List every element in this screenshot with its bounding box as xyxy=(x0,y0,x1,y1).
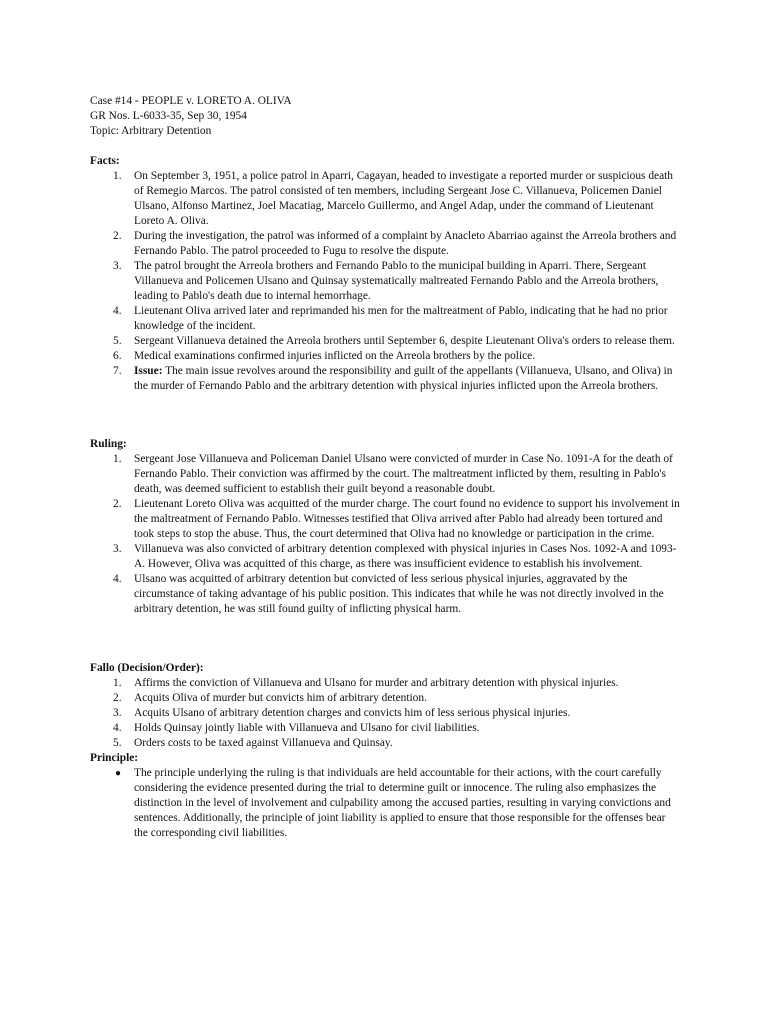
item-text: The patrol brought the Arreola brothers and Fernando Pablo to the municipal building in Aparri. There, Sergeant Villanueva and Policemen Ulsano and Quinsay systematically maltreated Fernando Pablo and the Arreola brothers, leading to Pablo's death due to internal hemorrhage. xyxy=(134,260,659,302)
item-text: Ulsano was acquitted of arbitrary detention but convicted of less serious physical injuries, aggravated by the circumstance of taking advantage of his public position. This indicates that while he was not directly involved in the arbitrary detention, he was still found guilty of inflicting physical harm. xyxy=(134,573,664,615)
ruling-heading: Ruling: xyxy=(90,438,127,450)
item-text: On September 3, 1951, a police patrol in Aparri, Cagayan, headed to investigate a reported murder or suspicious death of Remegio Marcos. The patrol consisted of ten members, including Sergeant Jose C. Villanueva, Policemen Daniel Ulsano, Alfonso Martinez, Joel Macatiag, Marcelo Guillermo, and Angel Adap, under the command of Lieutenant Loreto A. Oliva. xyxy=(134,170,673,227)
list-item xyxy=(90,676,680,691)
ruling-list xyxy=(90,452,690,617)
list-item xyxy=(90,497,680,542)
list-item xyxy=(90,334,680,349)
list-item xyxy=(90,691,680,706)
principle-list xyxy=(90,766,690,841)
case-header xyxy=(90,94,292,139)
item-number: 7. xyxy=(113,365,122,377)
list-item xyxy=(90,542,680,572)
item-text: During the investigation, the patrol was informed of a complaint by Anacleto Abarriao against the Arreola brothers and Fernando Pablo. The patrol proceeded to Fugu to resolve the dispute. xyxy=(134,230,677,257)
list-item xyxy=(90,349,680,364)
item-text: Orders costs to be taxed against Villanueva and Quinsay. xyxy=(134,737,393,749)
list-item xyxy=(90,706,680,721)
list-item xyxy=(90,766,680,841)
item-text: Villanueva was also convicted of arbitrary detention complexed with physical injuries in Cases Nos. 1092-A and 1093-A. However, Oliva was acquitted of this charge, as there was insufficient evidence to establish his involvement. xyxy=(134,543,677,570)
item-text: Lieutenant Loreto Oliva was acquitted of the murder charge. The court found no evidence to support his involvement in the maltreatment of Fernando Pablo. Witnesses testified that Oliva arrived after Pablo had already been tortured and took steps to stop the abuse. Thus, the court determined that Oliva had no knowledge or participation in the crime. xyxy=(134,498,680,540)
list-item xyxy=(90,304,680,334)
case-title: Case #14 - PEOPLE v. LORETO A. OLIVA xyxy=(90,95,292,107)
item-number: 4. xyxy=(113,722,122,734)
item-number: 1. xyxy=(113,453,122,465)
item-number: 3. xyxy=(113,543,122,555)
item-number: 2. xyxy=(113,230,122,242)
item-text: Sergeant Jose Villanueva and Policeman Daniel Ulsano were convicted of murder in Case No. 1091-A for the death of Fernando Pablo. Their conviction was affirmed by the court. The maltreatment inflicted by them, resulting in Pablo's death, was deemed sufficient to establish their guilt beyond a reasonable doubt. xyxy=(134,453,673,495)
item-number: 2. xyxy=(113,498,122,510)
item-text: The main issue revolves around the responsibility and guilt of the appellants (Villanueva, Ulsano, and Oliva) in the murder of Fernando Pablo and the arbitrary detention with physical injuries inflicted upon the Arreola brothers. xyxy=(134,365,673,392)
item-text: Medical examinations confirmed injuries inflicted on the Arreola brothers by the police. xyxy=(134,350,536,362)
facts-heading: Facts: xyxy=(90,155,120,167)
list-item xyxy=(90,364,680,394)
item-text: The principle underlying the ruling is that individuals are held accountable for their actions, with the court carefully considering the evidence presented during the trial to determine guilt or innocence. The ruling also emphasizes the distinction in the level of involvement and culpability among the accused parties, resulting in varying convictions and sentences. Additionally, the principle of joint liability is applied to ensure that those responsible for the offenses bear the corresponding civil liabilities. xyxy=(134,767,671,839)
list-item xyxy=(90,572,680,617)
item-number: 3. xyxy=(113,260,122,272)
list-item xyxy=(90,259,680,304)
item-text: Lieutenant Oliva arrived later and reprimanded his men for the maltreatment of Pablo, indicating that he had no prior knowledge of the incident. xyxy=(134,305,668,332)
list-item xyxy=(90,721,680,736)
item-text: Sergeant Villanueva detained the Arreola brothers until September 6, despite Lieutenant Oliva's orders to release them. xyxy=(134,335,675,347)
gr-number: GR Nos. L-6033-35, Sep 30, 1954 xyxy=(90,110,247,122)
bullet-icon: ● xyxy=(115,768,122,779)
item-number: 5. xyxy=(113,335,122,347)
item-text: Acquits Oliva of murder but convicts him of arbitrary detention. xyxy=(134,692,427,704)
fallo-heading: Fallo (Decision/Order): xyxy=(90,662,204,674)
item-number: 2. xyxy=(113,692,122,704)
list-item xyxy=(90,229,680,259)
item-number: 1. xyxy=(113,170,122,182)
item-number: 4. xyxy=(113,573,122,585)
fallo-list xyxy=(90,676,690,751)
fallo-section xyxy=(90,661,690,751)
principle-heading: Principle: xyxy=(90,752,139,764)
list-item xyxy=(90,736,680,751)
facts-section xyxy=(90,154,690,394)
ruling-section xyxy=(90,437,690,617)
item-number: 4. xyxy=(113,305,122,317)
issue-label: Issue: xyxy=(134,365,163,377)
principle-section xyxy=(90,751,690,841)
item-text: Acquits Ulsano of arbitrary detention charges and convicts him of less serious physical injuries. xyxy=(134,707,571,719)
item-number: 3. xyxy=(113,707,122,719)
item-text: Holds Quinsay jointly liable with Villanueva and Ulsano for civil liabilities. xyxy=(134,722,480,734)
topic-line: Topic: Arbitrary Detention xyxy=(90,125,212,137)
item-number: 1. xyxy=(113,677,122,689)
item-text: Affirms the conviction of Villanueva and Ulsano for murder and arbitrary detention with physical injuries. xyxy=(134,677,619,689)
facts-list xyxy=(90,169,690,394)
item-number: 6. xyxy=(113,350,122,362)
list-item xyxy=(90,452,680,497)
list-item xyxy=(90,169,680,229)
item-number: 5. xyxy=(113,737,122,749)
